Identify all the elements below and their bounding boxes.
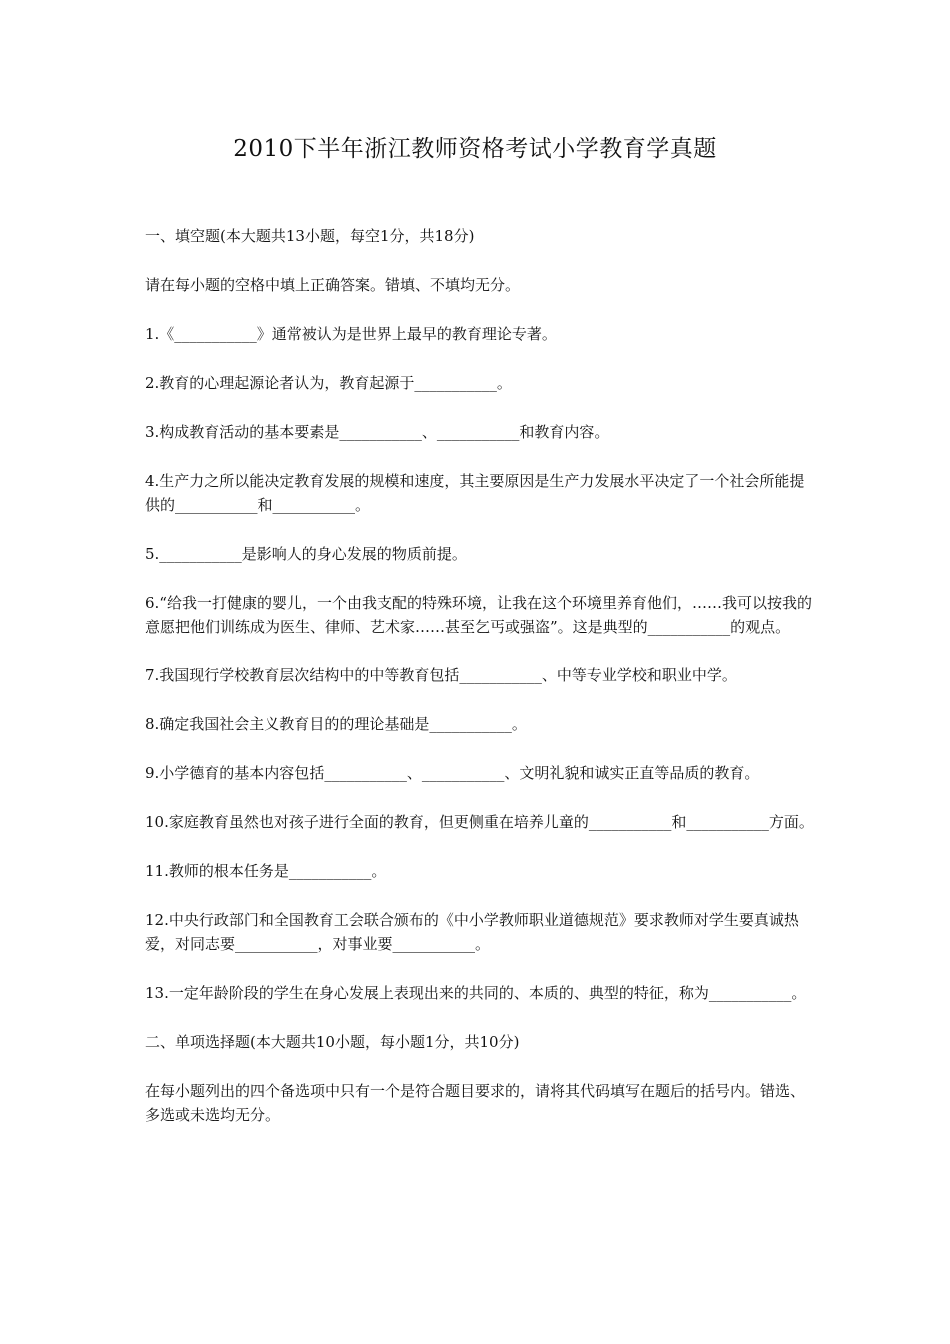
document-title: 2010下半年浙江教师资格考试小学教育学真题 [233, 136, 717, 162]
question-4: 4.生产力之所以能决定教育发展的规模和速度，其主要原因是生产力发展水平决定了一个社会所能提供的___________和___________。 [145, 472, 805, 514]
question-5: 5.___________是影响人的身心发展的物质前提。 [145, 545, 467, 563]
document-body [145, 224, 815, 1152]
question-11: 11.教师的根本任务是___________。 [145, 862, 387, 880]
section-heading-single-choice: 二、单项选择题(本大题共10小题，每小题1分，共10分) [145, 1033, 520, 1051]
section-heading-fill-in: 一、填空题(本大题共13小题，每空1分，共18分) [145, 227, 475, 245]
section-instructions: 请在每小题的空格中填上正确答案。错填、不填均无分。 [145, 276, 521, 294]
question-6: 6.“给我一打健康的婴儿，一个由我支配的特殊环境，让我在这个环境里养育他们，……我可以按我的意愿把他们训练成为医生、律师、艺术家……甚至乞丐或强盗”。这是典型的___________的观点。 [145, 594, 812, 636]
question-10: 10.家庭教育虽然也对孩子进行全面的教育，但更侧重在培养儿童的___________和___________方面。 [145, 813, 814, 831]
question-3: 3.构成教育活动的基本要素是___________、___________和教育内容。 [145, 423, 610, 441]
question-8: 8.确定我国社会主义教育目的的理论基础是___________。 [145, 715, 527, 733]
question-12: 12.中央行政部门和全国教育工会联合颁布的《中小学教师职业道德规范》要求教师对学生要真诚热爱，对同志要___________，对事业要___________。 [145, 911, 799, 953]
section-instructions-choice: 在每小题列出的四个备选项中只有一个是符合题目要求的，请将其代码填写在题后的括号内。错选、多选或未选均无分。 [145, 1082, 806, 1124]
question-2: 2.教育的心理起源论者认为，教育起源于___________。 [145, 374, 512, 392]
question-1: 1.《___________》通常被认为是世界上最早的教育理论专著。 [145, 325, 557, 343]
question-13: 13.一定年龄阶段的学生在身心发展上表现出来的共同的、本质的、典型的特征，称为___________。 [145, 984, 807, 1002]
question-7: 7.我国现行学校教育层次结构中的中等教育包括___________、中等专业学校和职业中学。 [145, 666, 737, 684]
question-9: 9.小学德育的基本内容包括___________、___________、文明礼貌和诚实正直等品质的教育。 [145, 764, 760, 782]
